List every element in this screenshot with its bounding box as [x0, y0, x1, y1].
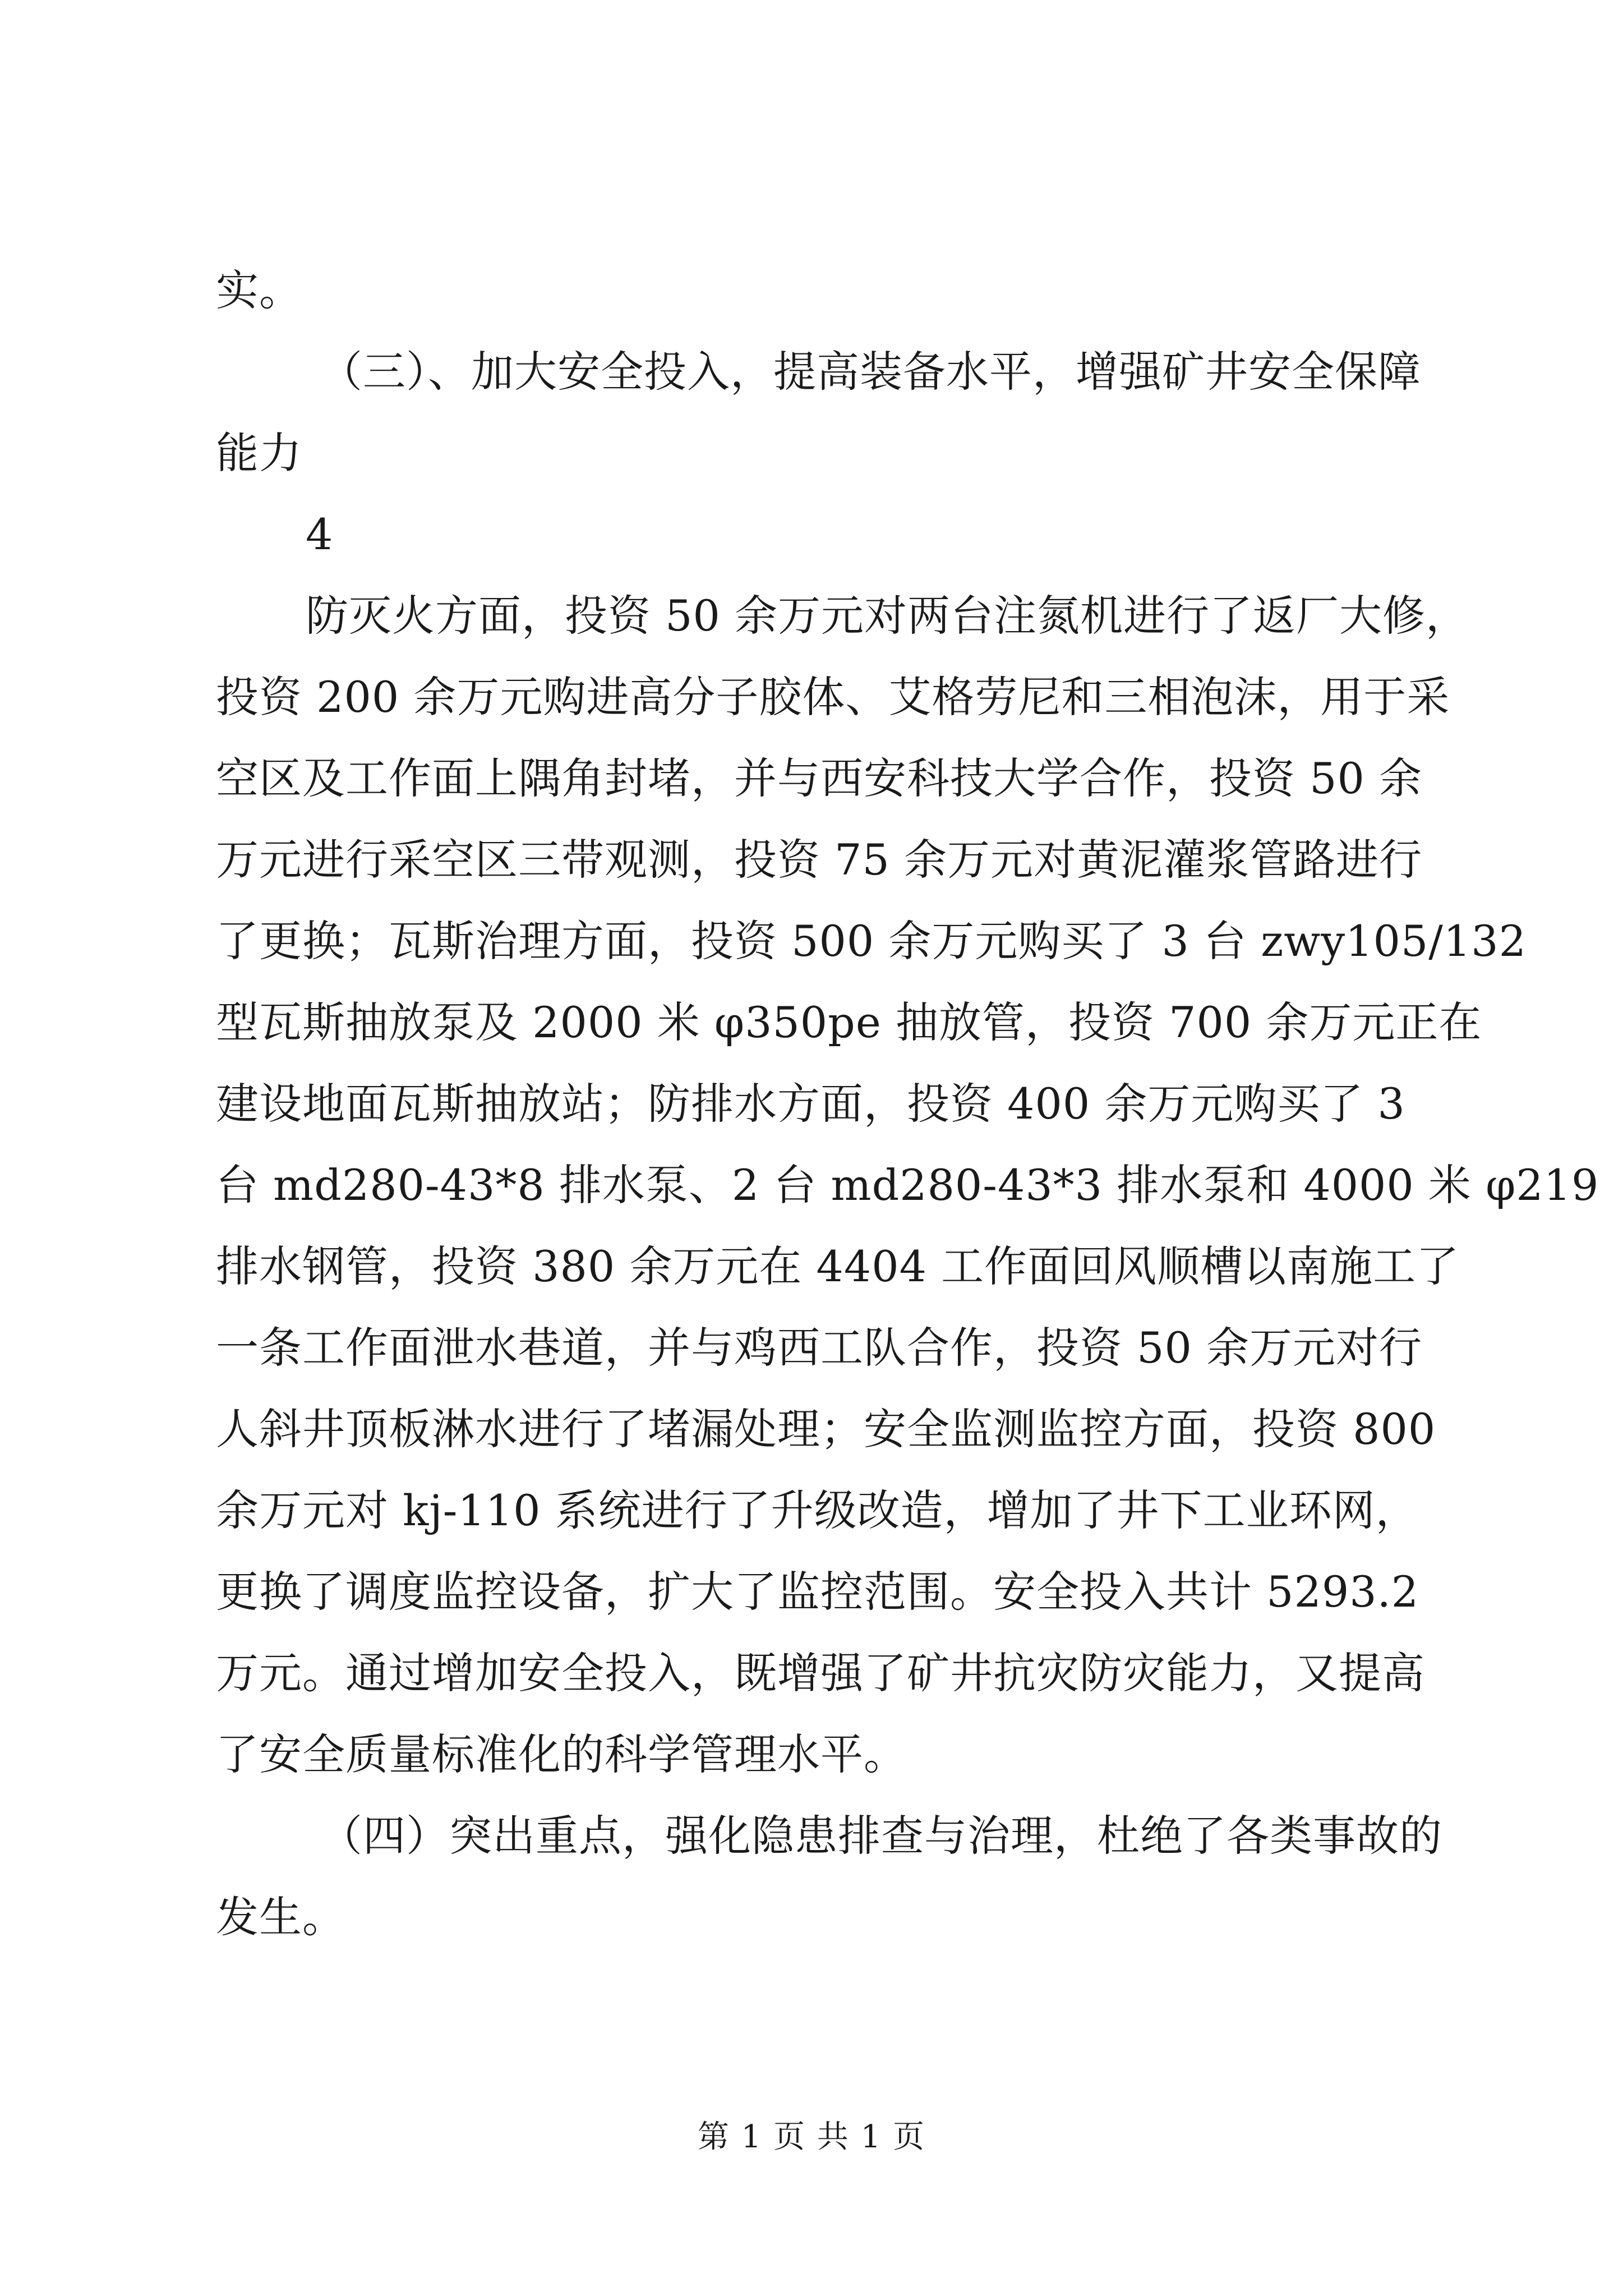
text-line-13: 排水钢管，投资 380 余万元在 4404 工作面回风顺槽以南施工了: [216, 1241, 1460, 1291]
text-line-11: 建设地面瓦斯抽放站；防排水方面，投资 400 余万元购买了 3: [216, 1079, 1405, 1129]
text-line-15: 人斜井顶板淋水进行了堵漏处理；安全监测监控方面，投资 800: [216, 1404, 1436, 1454]
text-line-16: 余万元对 kj-110 系统进行了升级改造，增加了井下工业环网，: [216, 1485, 1419, 1535]
section-heading-4-cont: 发生。: [216, 1892, 345, 1942]
text-line-6: 投资 200 余万元购进高分子胶体、艾格劳尼和三相泡沫，用于采: [216, 672, 1450, 722]
text-line-17: 更换了调度监控设备，扩大了监控范围。安全投入共计 5293.2: [216, 1567, 1419, 1617]
body-text: [216, 250, 1599, 1958]
text-line-1: 实。: [216, 265, 302, 315]
item-number: 4: [306, 509, 334, 559]
text-line-18: 万元。通过增加安全投入，既增强了矿井抗灾防灾能力，又提高: [216, 1648, 1425, 1698]
text-line-9: 了更换；瓦斯治理方面，投资 500 余万元购买了 3 台 zwy105/132: [216, 916, 1527, 966]
page-footer: 第 1 页 共 1 页: [697, 2119, 926, 2155]
text-line-10: 型瓦斯抽放泵及 2000 米 φ350pe 抽放管，投资 700 余万元正在: [216, 997, 1482, 1047]
text-line-19: 了安全质量标准化的科学管理水平。: [216, 1729, 907, 1779]
text-line-5: 防灭火方面，投资 50 余万元对两台注氮机进行了返厂大修，: [306, 591, 1469, 641]
section-heading-4: （四）突出重点，强化隐患排查与治理，杜绝了各类事故的: [320, 1811, 1442, 1861]
text-line-8: 万元进行采空区三带观测，投资 75 余万元对黄泥灌浆管路进行: [216, 835, 1423, 885]
text-line-12: 台 md280-43*8 排水泵、2 台 md280-43*3 排水泵和 4000 米 φ219: [216, 1160, 1599, 1210]
text-line-14: 一条工作面泄水巷道，并与鸡西工队合作，投资 50 余万元对行: [216, 1323, 1423, 1373]
text-line-7: 空区及工作面上隅角封堵，并与西安科技大学合作，投资 50 余: [216, 753, 1423, 803]
section-heading-3: （三）、加大安全投入，提高装备水平，增强矿井安全保障: [320, 347, 1421, 397]
section-heading-3-cont: 能力: [216, 428, 302, 478]
